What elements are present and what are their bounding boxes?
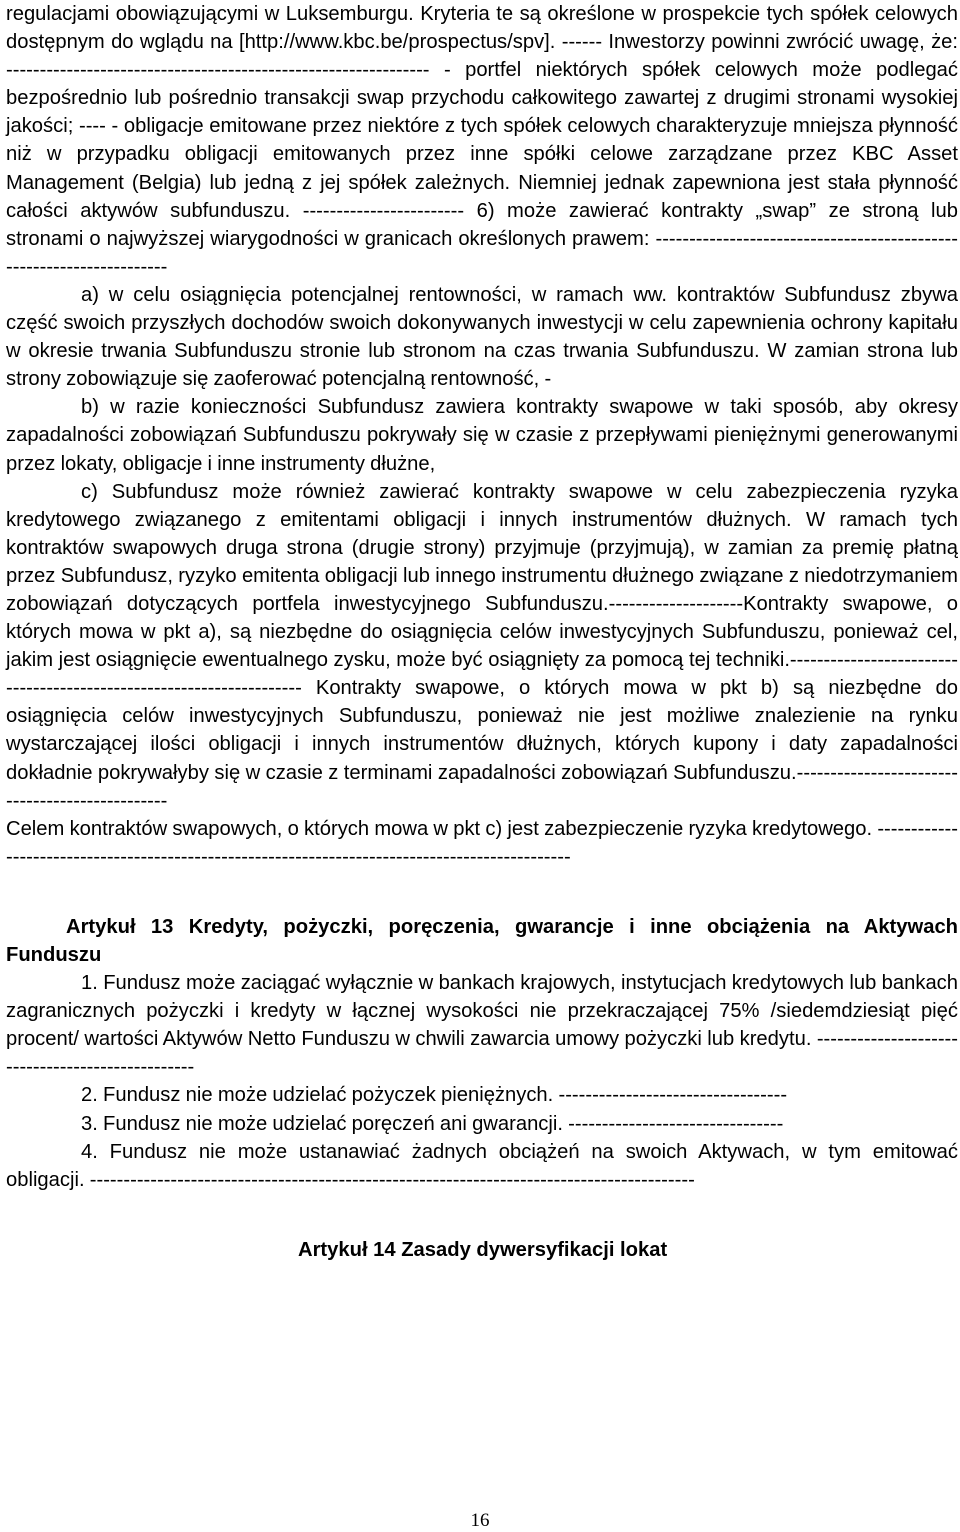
spacer (6, 871, 958, 913)
article-13-item-3: 3. Fundusz nie może udzielać poręczeń ani gwarancji. -------------------------------- (81, 1112, 784, 1135)
article-13-heading: Artykuł 13 Kredyty, pożyczki, poręczenia, gwarancje i inne obciążenia na Aktywach Funduszu (6, 915, 958, 966)
page-number: 16 (470, 1510, 490, 1531)
article-13-item-4: 4. Fundusz nie może ustanawiać żadnych obciążeń na swoich Aktywach, w tym emitować obligacji. ------------------------------------------------------------------------------------------ (6, 1140, 958, 1191)
paragraph-swap-b: b) w razie konieczności Subfundusz zawiera kontrakty swapowe w taki sposób, aby okresy zapadalności zobowiązań Subfunduszu pokrywały się w czasie z przepływami pieniężnymi generowanymi przez lokaty, obligacje i inne instrumenty dłużne, (6, 396, 958, 475)
paragraph-swap-c: c) Subfundusz może również zawierać kontrakty swapowe w celu zabezpieczenia ryzyka kredytowego związanego z emitentami obligacji i innych instrumentów dłużnych. W ramach tych kontraktów swapowych druga strona (drugie strony) przyjmuje (przyjmują), w zamian za premię płatną przez Subfundusz, ryzyko emitenta obligacji lub innego instrumentu dłużnego związane z niedotrzymaniem zobowiązań dotyczących portfela inwestycyjnego Subfunduszu.--------------------Kontrakty swapowe, o których mowa w pkt a), są niezbędne do osiągnięcia celów inwestycyjnych Subfunduszu, ponieważ cel, jakim jest osiągnięcie ewentualnego zysku, może być osiągnięty za pomocą tej techniki.--------------------------------------------------------------------- Kontrakty swapowe, o których mowa w pkt b) są niezbędne do osiągnięcia celów inwestycyjnych Subfunduszu, ponieważ nie jest możliwe znalezienie na rynku wystarczającej ilości obligacji i innych instrumentów dłużnych, których kupony i daty zapadalności dokładnie pokrywałyby się w czasie z terminami zapadalności zobowiązań Subfunduszu.------------------------------------------------ (6, 480, 958, 812)
article-13-item-2: 2. Fundusz nie może udzielać pożyczek pieniężnych. ---------------------------------- (81, 1084, 788, 1107)
paragraph-swap-purpose: Celem kontraktów swapowych, o których mowa w pkt c) jest zabezpieczenie ryzyka kredytowego. ------------------------------------------------------------------------------------------------ (6, 817, 958, 868)
document-page (6, 0, 958, 1264)
paragraph-swap-a: a) w celu osiągnięcia potencjalnej rentowności, w ramach ww. kontraktów Subfundusz zbywa część swoich przyszłych dochodów swoich dokonywanych inwestycji w celu zapewnienia ochrony kapitału w okresie trwania Subfunduszu stronie lub stronom na czas trwania Subfunduszu. W zamian strona lub strony zobowiązuje się zaoferować potencjalną rentowność, - (6, 283, 958, 391)
paragraph-swap-intro: regulacjami obowiązującymi w Luksemburgu. Kryteria te są określone w prospekcie tych spółek celowych dostępnym do wglądu na [http://www.kbc.be/prospectus/spv]. ------ Inwestorzy powinni zwrócić uwagę, że: --------------------------------------------------------------- - portfel niektórych spółek celowych może podlegać bezpośrednio lub pośrednio transakcji swap przychodu całkowitego zawartej z drugimi stronami wysokiej jakości; ---- - obligacje emitowane przez niektóre z tych spółek celowych charakteryzuje mniejsza płynność niż w przypadku obligacji emitowanych przez inne spółki celowe zarządzane przez KBC Asset Management (Belgia) lub jedną z jej spółek zależnych. Niemniej jednak zapewniona jest stała płynność całości aktywów subfunduszu. ------------------------ 6) może zawierać kontrakty „swap” ze stroną lub stronami o najwyższej wiarygodności w granicach określonych prawem: --------------------------------------------------------------------- (6, 3, 958, 278)
article-13-item-1: 1. Fundusz może zaciągać wyłącznie w bankach krajowych, instytucjach kredytowych lub bankach zagranicznych pożyczki i kredyty w łącznej wysokości nie przekraczającej 75% /siedemdziesiąt pięć procent/ wartości Aktywów Netto Funduszu w chwili zawarcia umowy pożyczki lub kredytu. ------------------------------------------------- (6, 972, 958, 1079)
spacer (6, 1194, 958, 1236)
article-14-heading: Artykuł 14 Zasady dywersyfikacji lokat (298, 1238, 668, 1261)
